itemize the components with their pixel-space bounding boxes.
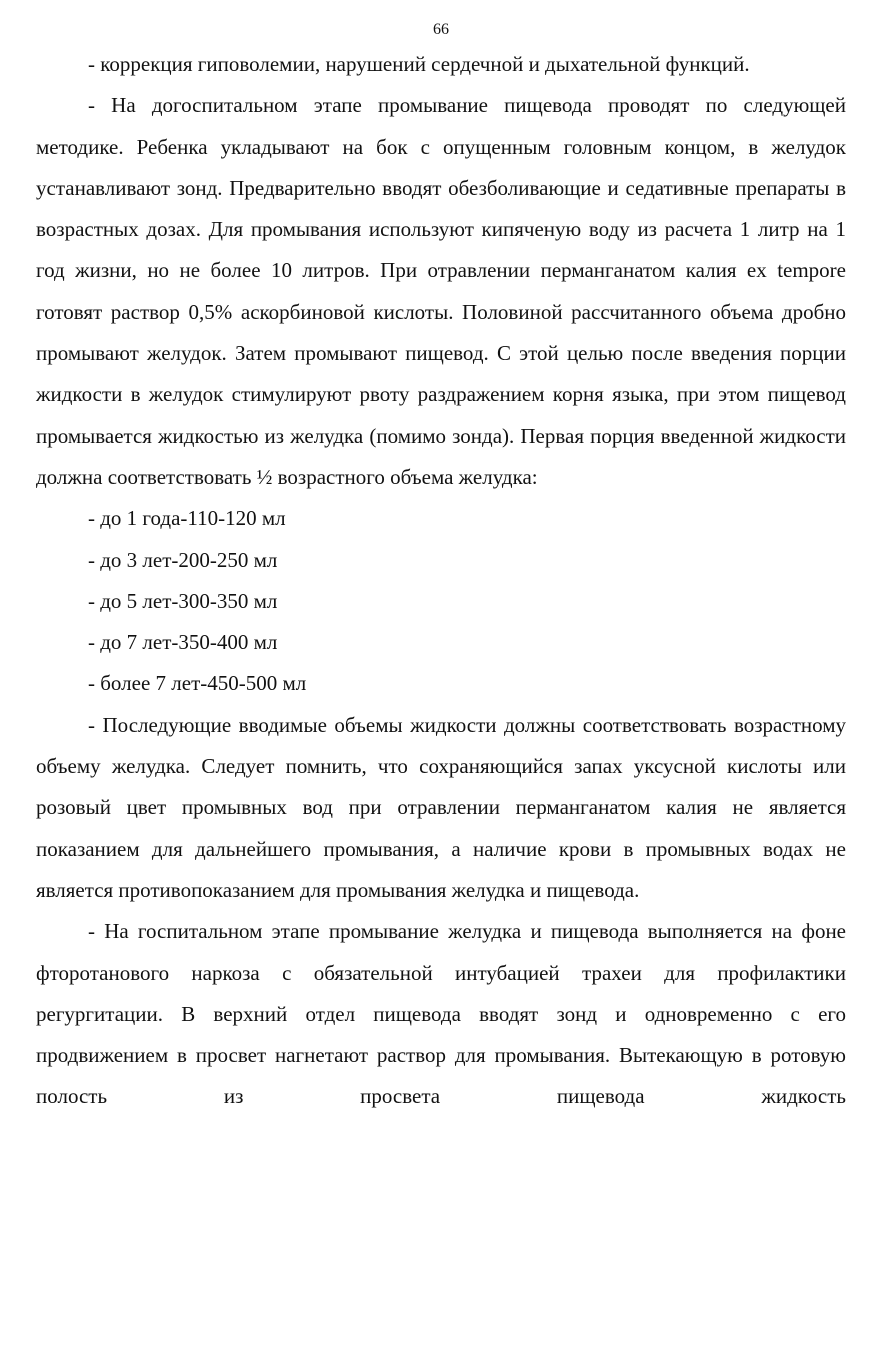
paragraph-prehospital-lavage: - На догоспитальном этапе промывание пищевода проводят по следующей методике. Ребенка укладывают на бок с опущенным головным концом, в желудок устанавливают зонд. Предварительно вводят обезболивающие и седативные препараты в возрастных дозах. Для промывания используют кипяченую воду из расчета 1 литр на 1 год жизни, но не более 10 литров. При отравлении перманганатом калия ex tempore готовят раствор 0,5% аскорбиновой кислоты. Половиной рассчитанного объема дробно промывают желудок. Затем промывают пищевод. С этой целью после введения порции жидкости в желудок стимулируют рвоту раздражением корня языка, при этом пищевод промывается жидкостью из желудка (помимо зонда). Первая порция введенной жидкости должна соответствовать ½ возрастного объема желудка: — [36, 93, 846, 489]
list-item: - до 7 лет-350-400 мл — [88, 630, 278, 655]
list-item: - до 3 лет-200-250 мл — [88, 547, 278, 572]
volume-list — [36, 498, 846, 704]
list-item: - до 1 года-110-120 мл — [88, 506, 286, 531]
page-number: 66 — [433, 21, 449, 38]
document-page — [36, 18, 846, 1118]
paragraph-subsequent-volumes: - Последующие вводимые объемы жидкости должны соответствовать возрастному объему желудка. Следует помнить, что сохраняющийся запах уксусной кислоты или розовый цвет промывных вод при отравлении перманганатом калия не является показанием для дальнейшего промывания, а наличие крови в промывных водах не является противопоказанием для промывания желудка и пищевода. — [36, 712, 846, 902]
list-item: - более 7 лет-450-500 мл — [88, 671, 307, 696]
list-item: - до 5 лет-300-350 мл — [88, 588, 278, 613]
paragraph-hospital-lavage: - На госпитальном этапе промывание желудка и пищевода выполняется на фоне фторотанового наркоза с обязательной интубацией трахеи для профилактики регургитации. В верхний отдел пищевода вводят зонд и одновременно с его продвижением в просвет нагнетают раствор для промывания. Вытекающую в ротовую полость из просвета пищевода жидкость — [36, 919, 846, 1109]
paragraph-correction: - коррекция гиповолемии, нарушений сердечной и дыхательной функций. — [88, 52, 750, 76]
